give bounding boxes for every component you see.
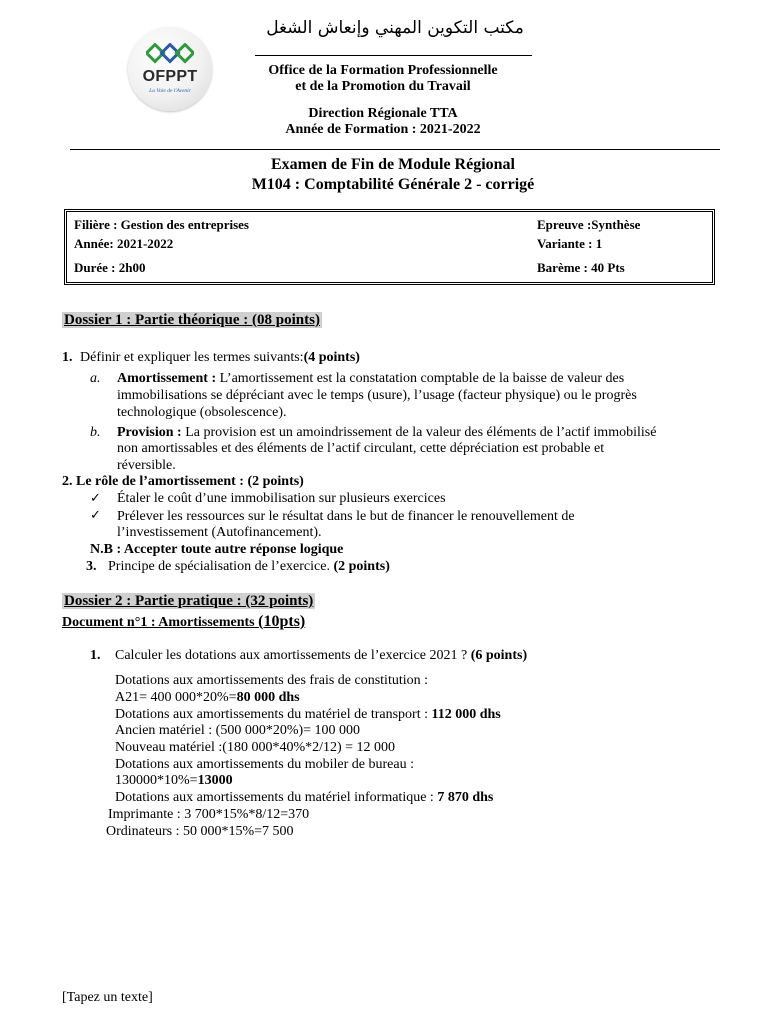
header-rule [255, 55, 532, 56]
d2-line8: Dotations aux amortissements du matériel informatique : 7 870 dhs [115, 790, 494, 805]
d1-b-line3: réversible. [117, 458, 176, 473]
d1-a-line3: technologique (obsolescence). [117, 405, 287, 420]
d1-check2-line2: l’investissement (Autofinancement). [117, 525, 322, 540]
d2-q1: Calculer les dotations aux amortissements de l’exercice 2021 ? (6 points) [115, 648, 528, 663]
d1-a-line2: immobilisations se dépréciant avec le temps (usure), l’usage (facteur physique) ou le progrès [117, 388, 637, 403]
d1-check2-line1: Prélever les ressources sur le résultat dans le but de financer le renouvellement de [117, 509, 575, 524]
d2-line1: Dotations aux amortissements des frais de constitution : [115, 673, 429, 688]
d2-line2: A21= 400 000*20%=80 000 dhs [115, 690, 300, 705]
title-rule [70, 149, 720, 150]
d2-line9: Imprimante : 3 700*15%*8/12=370 [108, 807, 310, 822]
ofppt-logo [128, 27, 212, 111]
d1-b-line2: non amortissables et des éléments de l’actif circulant, cette dépréciation est probable et [117, 441, 605, 456]
dossier2-heading: Dossier 2 : Partie pratique : (32 points) [64, 593, 314, 609]
d2-line3: Dotations aux amortissements du matériel de transport : 112 000 dhs [115, 707, 501, 722]
d1-q3-num: 3. [86, 559, 97, 574]
office-line1: Office de la Formation Professionnelle [268, 63, 498, 78]
d2-line5: Nouveau matériel :(180 000*40%*2/12) = 12 000 [115, 740, 396, 755]
bareme: Barème : 40 Pts [537, 260, 625, 275]
filiere: Filière : Gestion des entreprises [74, 217, 249, 232]
d1-nb: N.B : Accepter toute autre réponse logique [90, 542, 344, 557]
direction: Direction Régionale TTA [308, 106, 458, 121]
d1-a-label: a. [90, 371, 101, 386]
d2-q1-num: 1. [90, 648, 101, 663]
d1-b-label: b. [90, 425, 101, 440]
dossier1-heading: Dossier 1 : Partie théorique : (08 points) [64, 312, 320, 328]
logo-name: OFPPT [142, 68, 198, 85]
checkmark-icon: ✓ [90, 508, 101, 523]
exam-subtitle: M104 : Comptabilité Générale 2 - corrigé [251, 176, 535, 193]
logo-tagline: La Voie de l'Avenir [149, 88, 191, 94]
d1-check1: Étaler le coût d’une immobilisation sur plusieurs exercices [117, 491, 446, 506]
variante: Variante : 1 [537, 236, 603, 251]
d2-line7: 130000*10%=13000 [115, 773, 233, 788]
d2-line4: Ancien matériel : (500 000*20%)= 100 000 [115, 723, 361, 738]
d1-q1: Définir et expliquer les termes suivants:(4 points) [80, 350, 360, 365]
d2-line6: Dotations aux amortissements du mobiler de bureau : [115, 757, 414, 772]
duree: Durée : 2h00 [74, 260, 146, 275]
d1-q3: Principe de spécialisation de l’exercice. (2 points) [108, 559, 390, 574]
epreuve: Epreuve :Synthèse [537, 217, 641, 232]
arabic-title: مكتب التكوين المهني وإنعاش الشغل [266, 18, 524, 38]
logo-rings-icon [146, 43, 194, 65]
annee: Année: 2021-2022 [74, 236, 174, 251]
d1-b-line1: Provision : La provision est un amoindrissement de la valeur des éléments de l’actif immobilisé [117, 425, 657, 440]
d2-line10: Ordinateurs : 50 000*15%=7 500 [106, 824, 294, 839]
exam-title: Examen de Fin de Module Régional [270, 156, 515, 173]
d1-q2: 2. Le rôle de l’amortissement : (2 points) [62, 474, 304, 489]
annee-formation: Année de Formation : 2021-2022 [285, 122, 481, 137]
footer-placeholder[interactable]: [Tapez un texte] [62, 990, 153, 1005]
office-line2: et de la Promotion du Travail [295, 79, 471, 94]
doc1-heading: Document n°1 : Amortissements (10pts) [62, 613, 306, 630]
d1-a-line1: Amortissement : L’amortissement est la constatation comptable de la baisse de valeur des [117, 371, 625, 386]
d1-q1-num: 1. [62, 350, 73, 365]
checkmark-icon: ✓ [90, 491, 101, 506]
